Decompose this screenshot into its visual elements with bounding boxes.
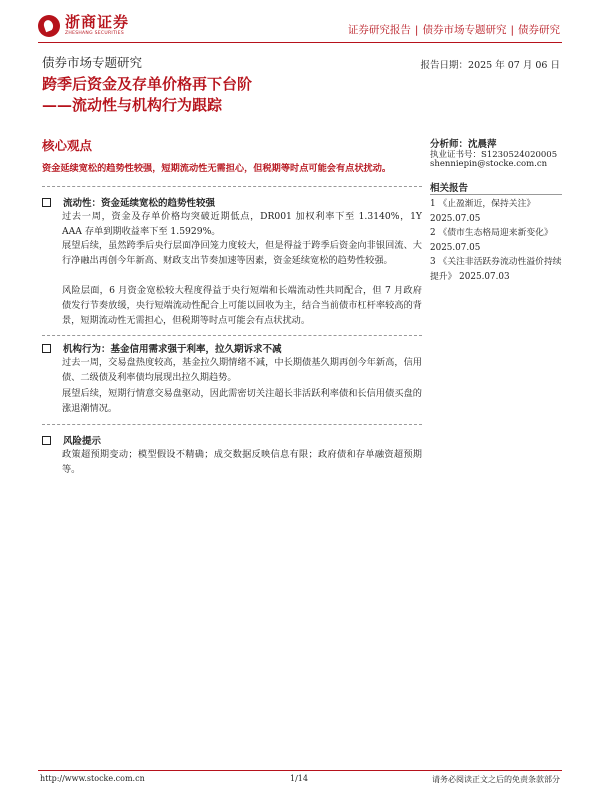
- related-reports-heading: 相关报告: [430, 183, 469, 194]
- related-report-item[interactable]: 1 《止盈渐近，保持关注》 2025.07.05: [430, 199, 536, 224]
- header-link-bond-market-topic: 债券市场专题研究: [422, 24, 507, 36]
- report-subtitle: ——流动性与机构行为跟踪: [42, 96, 223, 114]
- report-date: 报告日期：2025 年 07 月 06 日: [420, 60, 560, 71]
- checkbox-bullet-icon: [42, 436, 51, 445]
- section-divider: [42, 186, 422, 187]
- section-heading-text: 机构行为：基金信用需求强于利率，拉久期诉求不减: [63, 344, 282, 355]
- analyst-name: 分析师：沈晨萍: [430, 139, 497, 150]
- footer-rule: [38, 770, 562, 771]
- header-link-securities-research: 证券研究报告: [347, 24, 411, 36]
- paragraph: 展望后续，短期行情意交易盘驱动，因此需密切关注超长非活跃利率债和长信用债买盘的涨退潮情况。: [62, 388, 422, 414]
- header-link-bond-research: 债券研究: [518, 24, 560, 36]
- paragraph: 政策超预期变动；模型假设不精确；成交数据反映信息有限；政府债和存单融资超预期等。: [62, 449, 422, 475]
- section-heading-text: 流动性：资金延续宽松的趋势性较强: [63, 198, 216, 209]
- key-points-heading: 核心观点: [42, 138, 93, 153]
- key-points-summary: 资金延续宽松的趋势性较强，短期流动性无需担心，但税期等时点可能会有点状扰动。: [42, 163, 392, 174]
- footer-url[interactable]: http://www.stocke.com.cn: [40, 774, 145, 783]
- report-title: 跨季后资金及存单价格再下台阶: [42, 75, 253, 93]
- sidebar-divider: [430, 194, 562, 195]
- footer-disclaimer: 请务必阅读正文之后的免责条款部分: [432, 775, 560, 784]
- section-liquidity-heading: [42, 195, 215, 209]
- checkbox-bullet-icon: [42, 344, 51, 353]
- related-report-item[interactable]: 3 《关注非活跃券流动性溢价持续提升》 2025.07.03: [430, 257, 562, 282]
- header-separator: |: [414, 24, 419, 36]
- logo-mark-icon: [38, 15, 60, 37]
- paragraph: 过去一周，资金及存单价格均突破近期低点，DR001 加权利率下至 1.3140%，1Y AAA 存单到期收益率下至 1.5929%。: [62, 211, 422, 237]
- header-report-types: [348, 22, 560, 37]
- company-logo: [38, 14, 129, 38]
- logo-name-cn: 浙商证券: [65, 13, 130, 32]
- related-report-item[interactable]: 2 《债市生态格局迎来新变化》 2025.07.05: [430, 228, 553, 253]
- section-divider: [42, 335, 422, 336]
- section-heading-text: 风险提示: [63, 436, 102, 447]
- page-number: 1/14: [290, 774, 308, 783]
- analyst-email[interactable]: shenniepin@stocke.com.cn: [430, 159, 548, 169]
- section-institution-heading: [42, 341, 282, 355]
- header-separator: |: [510, 24, 514, 36]
- paragraph: 风险层面，6 月资金宽松较大程度得益于央行短端和长端流动性共同配合，但 7 月政府债发行节奏放缓，央行短端流动性配合上可能以回收为主，结合当前债市杠杆率较高的背景，短期流动性无需担心，但税期等时点可能会有点状扰动。: [62, 285, 422, 326]
- logo-name-en: ZHESHANG SECURITIES: [65, 31, 124, 37]
- section-risk-heading: [42, 433, 101, 447]
- paragraph: 过去一周，交易盘热度较高，基金拉久期情绪不减，中长期债基久期再创今年新高，信用债、二级债及利率债均展现出拉久期趋势。: [62, 357, 422, 383]
- header-rule: [38, 42, 562, 43]
- paragraph: 展望后续，虽然跨季后央行层面净回笼力度较大，但是得益于跨季后资金向非银回流、大行净融出再创今年新高、财政支出节奏加速等因素，资金延续宽松的趋势性较强。: [62, 240, 422, 266]
- report-category: 债券市场专题研究: [42, 55, 143, 70]
- section-divider: [42, 424, 422, 425]
- analyst-cert: 执业证书号：S1230524020005: [430, 150, 558, 160]
- checkbox-bullet-icon: [42, 198, 51, 207]
